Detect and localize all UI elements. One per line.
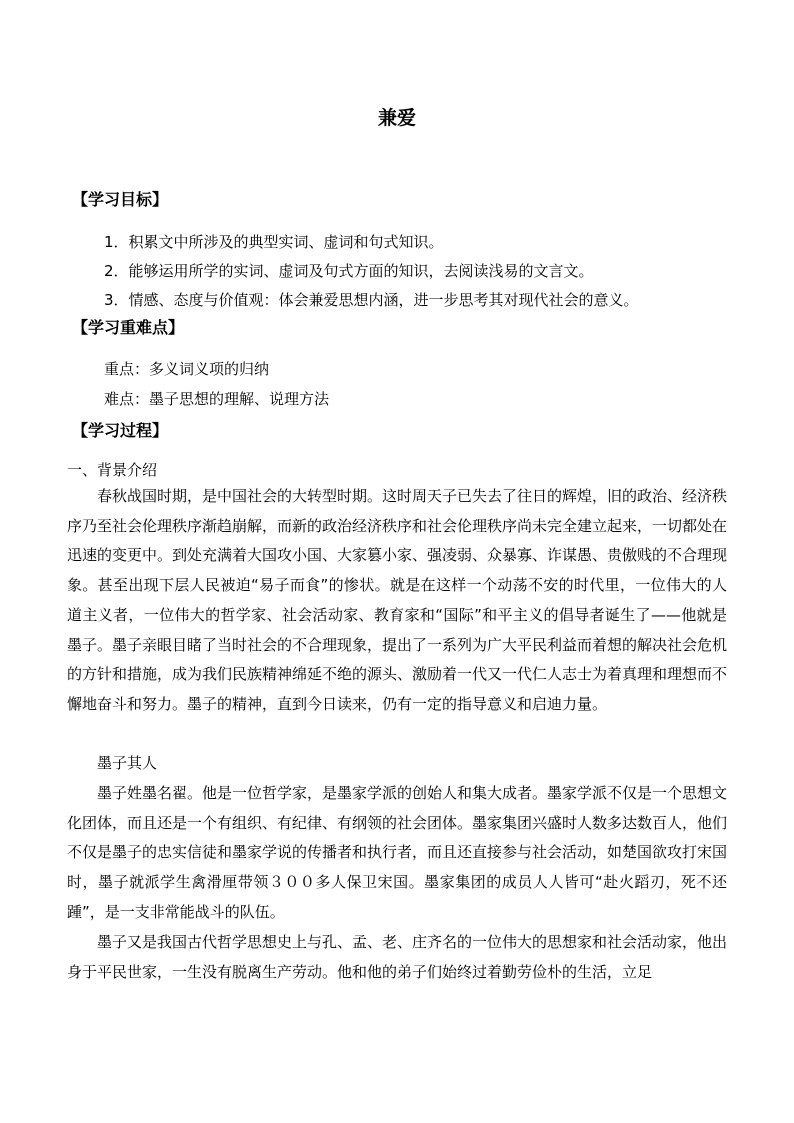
body-paragraph-heading: 墨子其人: [97, 754, 158, 772]
document-title: 兼爱: [377, 107, 416, 129]
goal-item: 3．情感、态度与价值观：体会兼爱思想内涵，进一步思考其对现代社会的意义。: [104, 291, 639, 309]
section-heading-goals: 【学习目标】: [72, 190, 169, 209]
key-point-item: 难点：墨子思想的理解、说理方法: [104, 390, 330, 408]
subheading-background: 一、背景介绍: [67, 461, 158, 479]
goal-item: 1．积累文中所涉及的典型实词、虚词和句式知识。: [104, 233, 444, 251]
section-heading-process: 【学习过程】: [72, 421, 169, 440]
body-paragraph: 墨子又是我国古代哲学思想史上与孔、孟、老、庄齐名的一位伟大的思想家和社会活动家，他出身于平民世家，一生没有脱离生产劳动。他和他的弟子们始终过着勤劳俭朴的生活，立足: [67, 933, 728, 981]
section-heading-key-points: 【学习重难点】: [72, 318, 185, 337]
goal-item: 2．能够运用所学的实词、虚词及句式方面的知识，去阅读浅易的文言文。: [104, 262, 594, 280]
body-paragraph: 春秋战国时期，是中国社会的大转型时期。这时周天子已失去了往日的辉煌，旧的政治、经济秩序乃至社会伦理秩序渐趋崩解，而新的政治经济秩序和社会伦理秩序尚未完全建立起来，一切都处在迅速的变更中。到处充满着大国攻小国、大家篡小家、强凌弱、众暴寡、诈谋愚、贵傲贱的不合理现象。甚至出现下层人民被迫“易子而食”的惨状。就是在这样一个动荡不安的时代里，一位伟大的人道主义者，一位伟大的哲学家、社会活动家、教育家和“国际”和平主义的倡导者诞生了——他就是墨子。墨子亲眼目睹了当时社会的不合理现象，提出了一系列为广大平民利益而着想的解决社会危机的方针和措施，成为我们民族精神绵延不绝的源头、激励着一代又一代仁人志士为着真理和理想而不懈地奋斗和努力。墨子的精神，直到今日读来，仍有一定的指导意义和启迪力量。: [67, 487, 728, 713]
body-paragraph: 墨子姓墨名翟。他是一位哲学家，是墨家学派的创始人和集大成者。墨家学派不仅是一个思想文化团体，而且还是一个有组织、有纪律、有纲领的社会团体。墨家集团兴盛时人数多达数百人，他们不仅是墨子的忠实信徒和墨家学说的传播者和执行者，而且还直接参与社会活动，如楚国欲攻打宋国时，墨子就派学生禽滑厘带领３００多人保卫宋国。墨家集团的成员人人皆可“赴火蹈刃，死不还踵”，是一支非常能战斗的队伍。: [67, 784, 728, 921]
key-point-item: 重点：多义词义项的归纳: [104, 360, 270, 378]
